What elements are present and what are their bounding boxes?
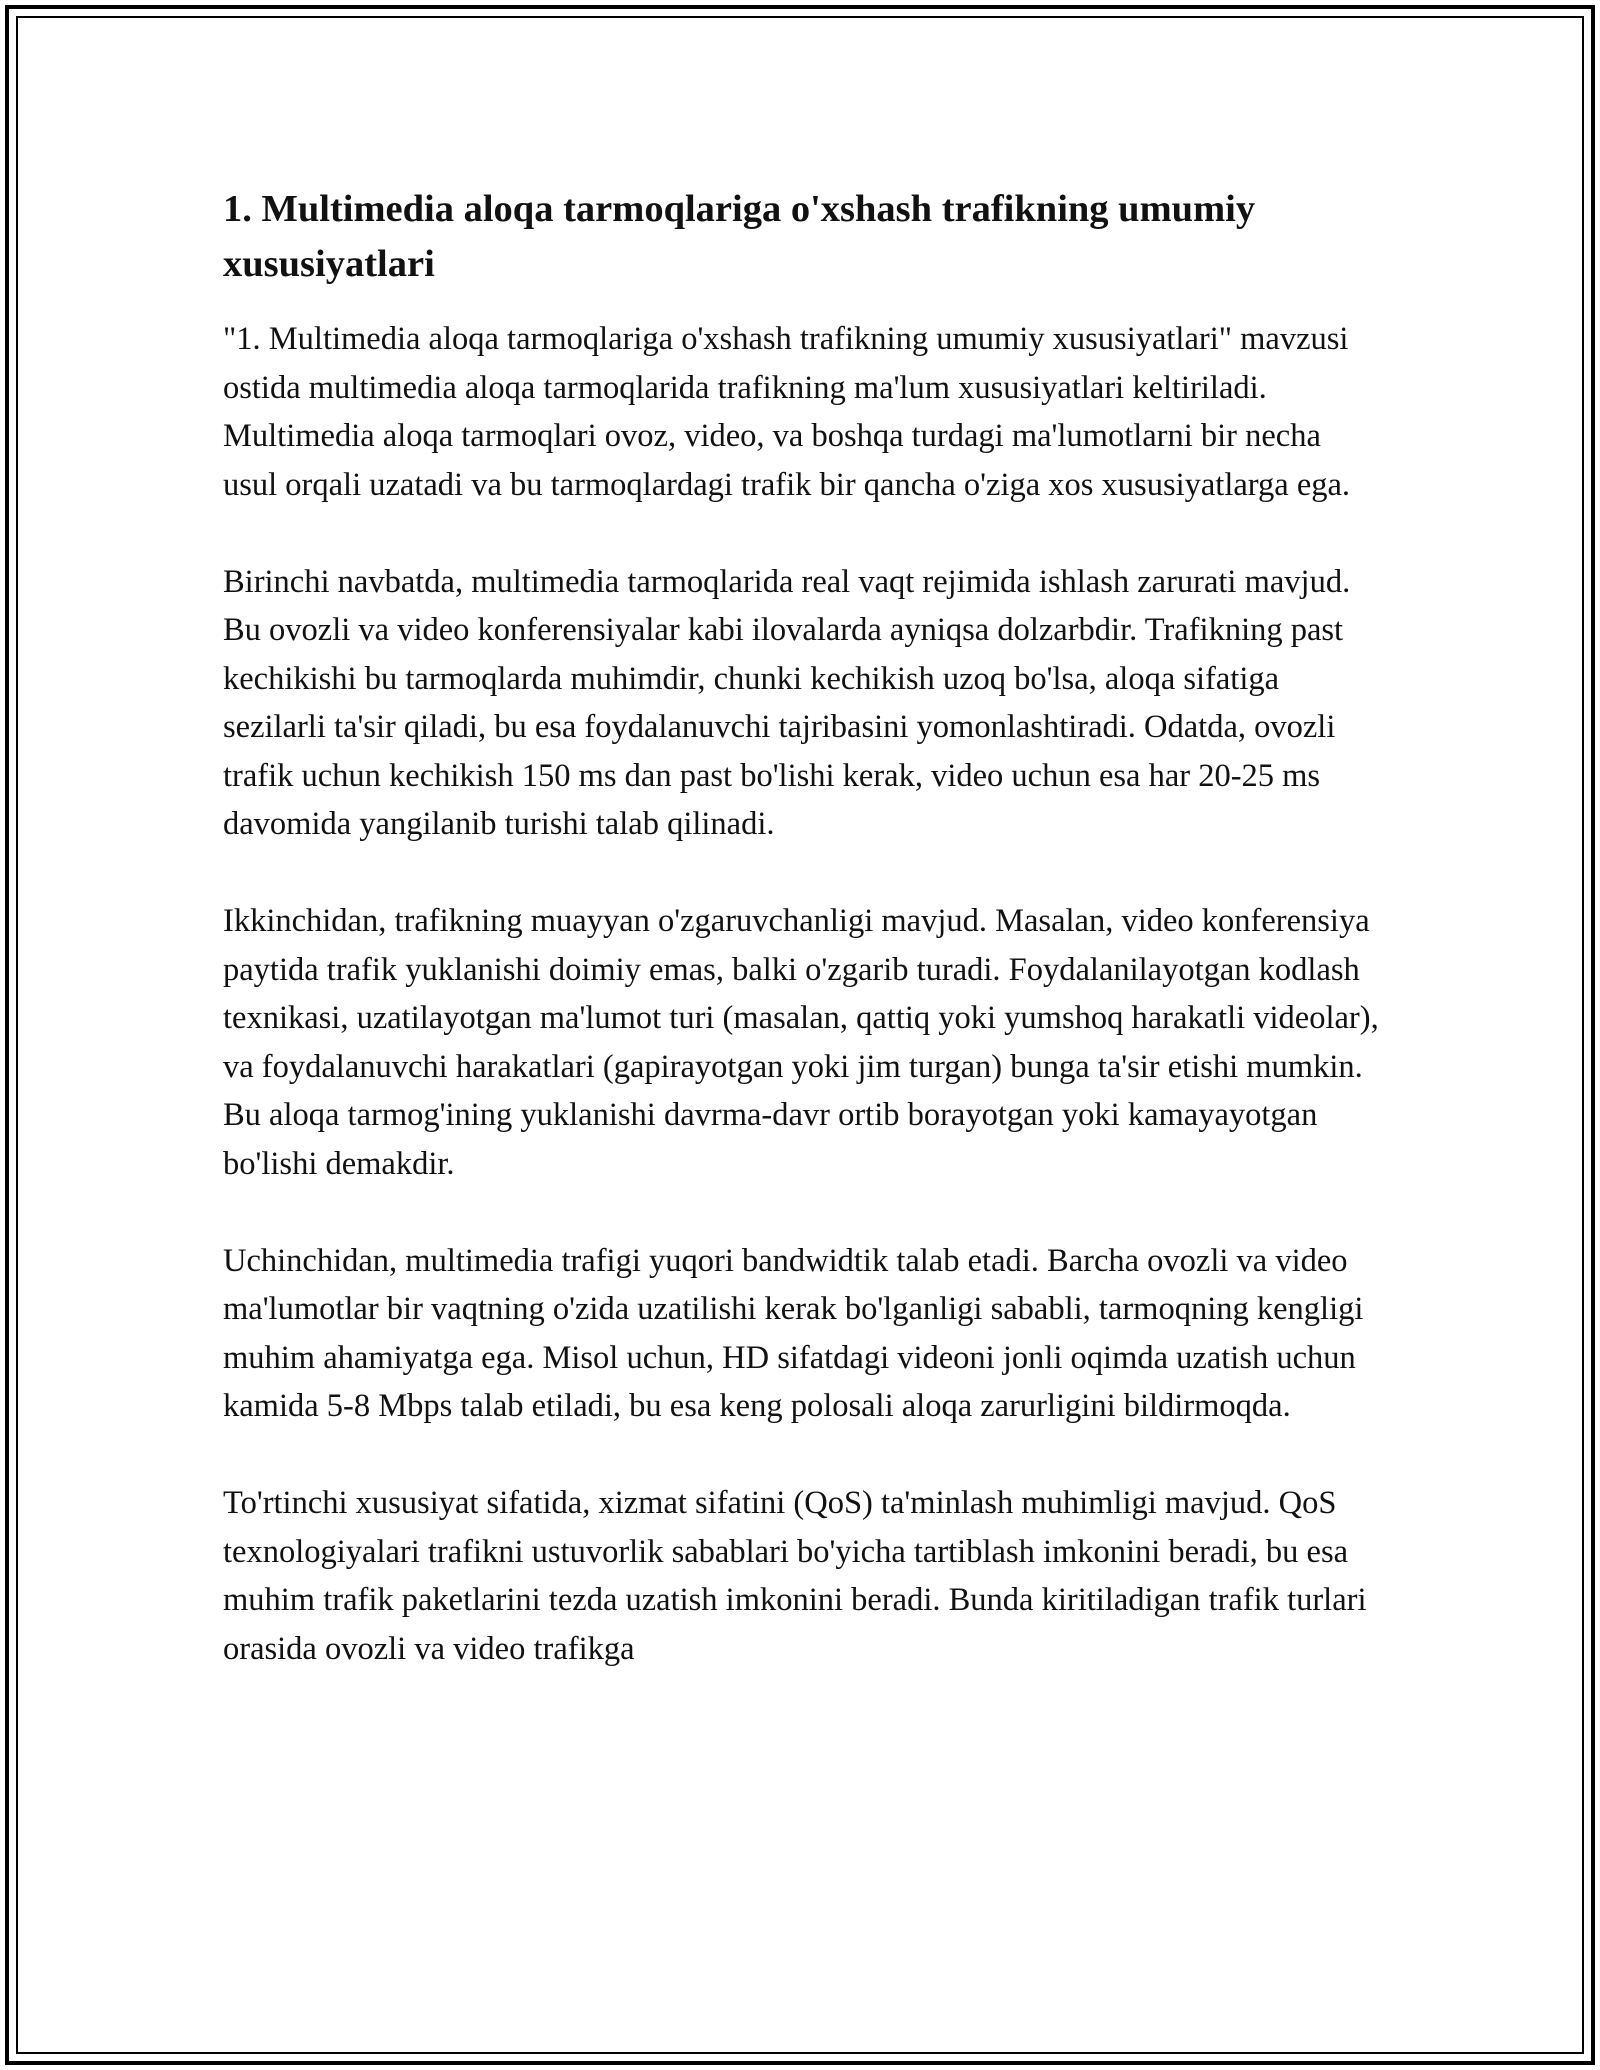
paragraph-intro: "1. Multimedia aloqa tarmoqlariga o'xshash trafikning umumiy xususiyatlari" mavzusi ostida multimedia aloqa tarmoqlarida trafikning ma'lum xususiyatlari keltiriladi. Multimedia aloqa tarmoqlari ovoz, video, va boshqa turdagi ma'lumotlarni bir necha usul orqali uzatadi va bu tarmoqlardagi trafik bir qancha o'ziga xos xususiyatlarga ega.: [223, 321, 1351, 503]
paragraph-fourth-feature: To'rtinchi xususiyat sifatida, xizmat sifatini (QoS) ta'minlash muhimligi mavjud. QoS texnologiyalari trafikni ustuvorlik sabablari bo'yicha tartiblash imkonini beradi, bu esa muhim trafik paketlarini tezda uzatish imkonini beradi. Bunda kiritiladigan trafik turlari orasida ovozli va video trafikga: [223, 1485, 1367, 1667]
document-body: [223, 182, 1383, 1722]
paragraph-third-feature: Uchinchidan, multimedia trafigi yuqori bandwidtik talab etadi. Barcha ovozli va video ma'lumotlar bir vaqtning o'zida uzatilishi kerak bo'lganligi sababli, tarmoqning kengligi muhim ahamiyatga ega. Misol uchun, HD sifatdagi videoni jonli oqimda uzatish uchun kamida 5-8 Mbps talab etiladi, bu esa keng polosali aloqa zarurligini bildirmoqda.: [223, 1242, 1364, 1424]
document-title: 1. Multimedia aloqa tarmoqlariga o'xshash trafikning umumiy xususiyatlari: [223, 188, 1256, 285]
paragraph-first-feature: Birinchi navbatda, multimedia tarmoqlarida real vaqt rejimida ishlash zarurati mavjud. Bu ovozli va video konferensiyalar kabi ilovalarda ayniqsa dolzarbdir. Trafikning past kechikishi bu tarmoqlarda muhimdir, chunki kechikish uzoq bo'lsa, aloqa sifatiga sezilarli ta'sir qiladi, bu esa foydalanuvchi tajribasini yomonlashtiradi. Odatda, ovozli trafik uchun kechikish 150 ms dan past bo'lishi kerak, video uchun esa har 20-25 ms davomida yangilanib turishi talab qilinadi.: [223, 563, 1351, 842]
paragraph-second-feature: Ikkinchidan, trafikning muayyan o'zgaruvchanligi mavjud. Masalan, video konferensiya paytida trafik yuklanishi doimiy emas, balki o'zgarib turadi. Foydalanilayotgan kodlash texnikasi, uzatilayotgan ma'lumot turi (masalan, qattiq yoki yumshoq harakatli videolar), va foydalanuvchi harakatlari (gapirayotgan yoki jim turgan) bunga ta'sir etishi mumkin. Bu aloqa tarmog'ining yuklanishi davrma-davr ortib borayotgan yoki kamayayotgan bo'lishi demakdir.: [223, 903, 1379, 1182]
